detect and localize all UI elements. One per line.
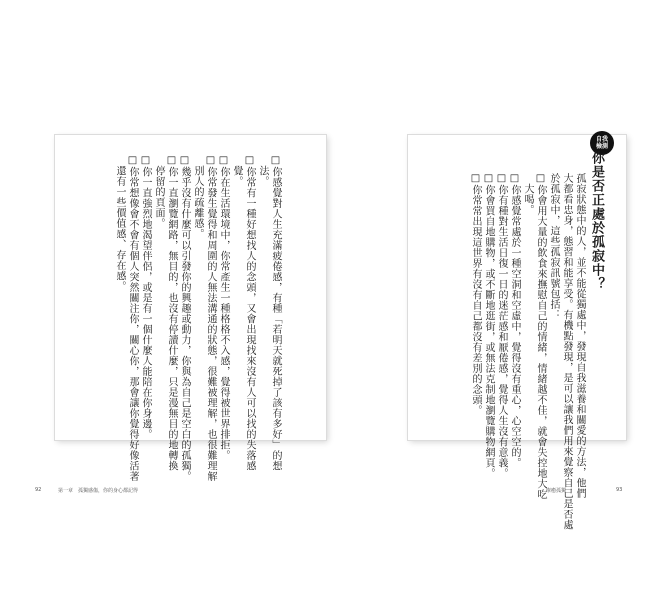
body-line: □你一直強烈地渴望伴侶，或是有一個什麼人能陪在你身邊。 [140,155,151,440]
body-line: 法。 [257,155,268,187]
body-line: □你會用大量的飲食來撫慰自己的情緒，情緒越不佳，就會失控地大吃 [535,173,546,500]
body-line: 孤寂狀態中的人，並不能從獨處中，發現自我滋養和關愛的方法，他們 [574,173,585,499]
body-line: 於孤寂中，這些孤寂訊號包括： [548,173,559,320]
left-page-number: 92 [35,487,42,493]
body-line: □你常想像會不會有個人突然關注你，關心你，那會讓你覺得好像活著 [127,155,138,482]
body-line: 別人的疏離感。 [192,155,203,239]
body-line: □你感覺常處於一種空洞和空虛中，覺得沒有重心，心空空的。 [509,173,520,468]
body-line: □你常有一種好想找人的念頭，又會出現找來沒有人可以找的失落感 [244,155,255,471]
body-line: 停留的頁面。 [153,155,164,229]
body-line: □你在生活環境中，你常產生一種格格不入感，覺得被世界排拒。 [218,155,229,461]
body-line: □你感覺對人生充滿疲倦感，有種「若明天就死掉了該有多好」的想 [270,155,281,471]
body-line: 大喝。 [522,173,533,215]
right-page-number: 93 [616,487,623,493]
left-page-body [113,155,282,482]
body-line: □你常發生覺得和周圍的人無法溝通的狀態，很難被理解，也很難理解 [205,155,216,482]
body-line: □幾乎沒有什麼可以引發你的興趣或動力，你與為自己是空白的孤獨。 [179,155,190,482]
right-page-body [469,173,586,530]
chapter-running-head: 第一章 孤獨感傷，你的身心都記得 [58,488,139,494]
body-line: 覺。 [231,155,242,187]
body-line: 大都看忠身，態習和能享受。有機點發現，是可以讓我們用來覺察自己是否處 [561,173,572,530]
body-line: 還有一些價值感、存在感。 [114,155,125,292]
badge-line: 檢測 [595,143,608,150]
section-heading: 你是否正處於孤寂中？ [589,151,604,291]
body-line: □你有種對生活日復一日的迷茫感和厭倦感，覺得人生沒有意義。 [496,173,507,479]
book-running-head: 療癒孤獨 [546,488,567,494]
badge-line: 自我 [595,136,608,143]
body-line: □你常常出現這世界有沒有自己都沒有差別的念頭。 [470,173,481,416]
body-line: □你會買自地購物，或不斷地逛街，或無法克制地瀏覽購物網頁。 [483,173,494,479]
body-line: □你一直瀏覽網路，無目的，也沒有停讀什麼，只是漫無目的地轉換 [166,155,177,471]
left-page [55,135,326,482]
